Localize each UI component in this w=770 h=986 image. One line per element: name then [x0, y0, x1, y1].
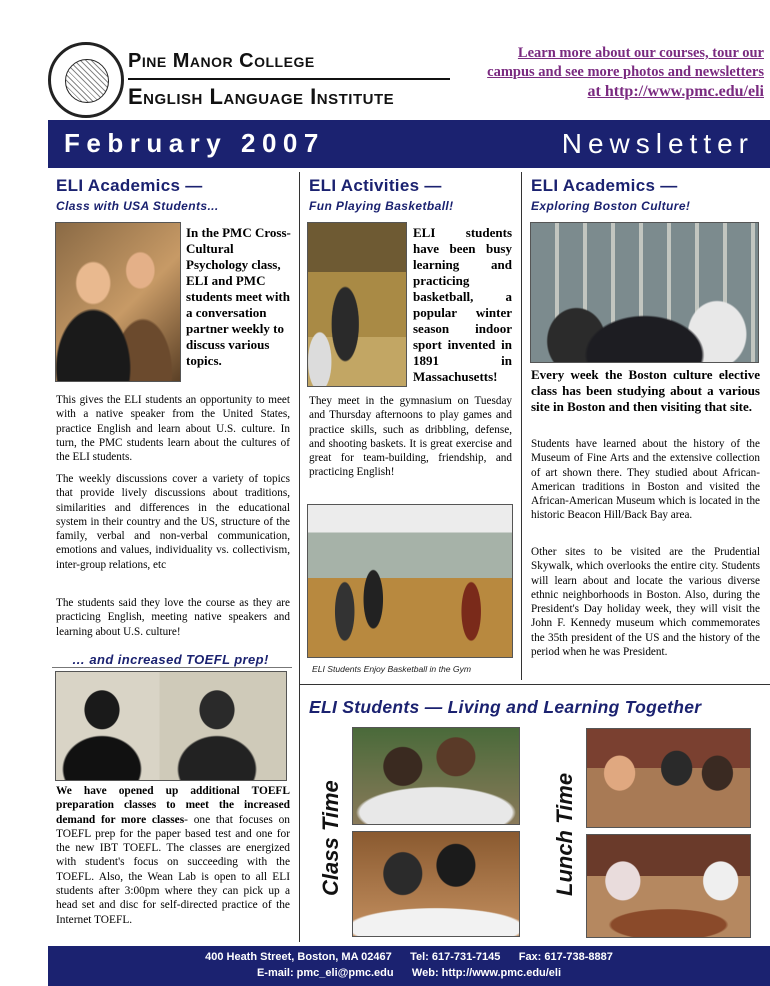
col1-subheading: Class with USA Students... — [56, 199, 219, 213]
col3-heading: ELI Academics — — [531, 176, 678, 195]
col3-paragraph-2: Other sites to be visited are the Prudential Skywalk, which overlooks the entire city. Students will learn about and locate the various diverse ethnic neighborhoods in Boston. Also, during the President's Day holiday week, they will visit the John F. Kennedy museum which commemorates the 35th president of the US and the history of the period when he was President. — [531, 546, 760, 659]
col1-lead: In the PMC Cross-Cultural Psychology class, ELI and PMC students meet with a conversation partner weekly to discuss various topics. — [186, 225, 291, 368]
lunch-time-label: Lunch Time — [552, 772, 577, 896]
class-time-photo-2 — [352, 831, 520, 937]
class-time-label: Class Time — [318, 780, 343, 896]
footer-address-line: 400 Heath Street, Boston, MA 02467 Tel: 617-731-7145 Fax: 617-738-8887 — [205, 951, 613, 963]
toefl-body: - one that focuses on TOEFL prep for the paper based test and one for the new IBT TOEFL. The classes are energized with student's focus on succeeding with the TOEFL. Also, the Wean Lab is open to all ELI students after 3:00pm where they can pick up a head set and disc for self-directed practice of the Internet TOEFL. — [56, 813, 290, 926]
living-heading: ELI Students — Living and Learning Together — [309, 697, 702, 717]
issue-date: February 2007 — [64, 128, 325, 158]
promo-line-2[interactable]: campus and see more photos and newsletters — [487, 64, 764, 80]
boston-group-photo — [530, 222, 759, 363]
website-promo-link[interactable] — [444, 44, 764, 101]
promo-url[interactable]: at http://www.pmc.edu/eli — [587, 83, 764, 100]
college-seal-logo — [48, 42, 124, 118]
toefl-paragraph — [56, 784, 290, 927]
col2-lead: ELI students have been busy learning and practicing basketball, a popular winter season indoor sport invented in 1891 in Massachusetts! — [413, 225, 512, 384]
header-divider — [128, 78, 450, 80]
col1-heading: ELI Academics — — [56, 176, 203, 195]
toefl-lab-photo — [55, 671, 287, 781]
seal-emblem-icon — [65, 59, 109, 103]
toefl-divider — [52, 667, 292, 668]
students-conversation-photo — [55, 222, 181, 382]
contact-footer — [48, 946, 770, 986]
col1-paragraph-3: The students said they love the course as they are practicing English, meeting native speakers and learning about U.S. culture! — [56, 597, 290, 638]
col1-paragraph-2: The weekly discussions cover a variety of topics that provide lively discussions about traditions, similarities and differences in the educational system in their country and the US, structure of the family, verbal and non-verbal communication, emotions and values, individuality vs. collectivism, inter-group relations, etc — [56, 473, 290, 571]
section-divider — [300, 684, 770, 685]
class-time-photo-1 — [352, 727, 520, 825]
col2-heading: ELI Activities — — [309, 176, 442, 195]
promo-line-1[interactable]: Learn more about our courses, tour our — [517, 45, 764, 61]
col3-lead: Every week the Boston culture elective class has been studying about a various site in Boston and then visiting that site. — [531, 367, 760, 414]
institute-name: English Language Institute — [128, 84, 395, 109]
col3-subheading: Exploring Boston Culture! — [531, 199, 691, 213]
toefl-lead: We have opened up additional TOEFL preparation classes to meet the increased demand for more classes — [56, 785, 290, 826]
col2-paragraph-1: They meet in the gymnasium on Tuesday and Thursday afternoons to play games and practice skills, such as dribbling, defense, and shooting baskets. It is great exercise and great for team-building, friendship, and practicing English! — [309, 395, 512, 479]
newsletter-title: Newsletter — [561, 128, 754, 159]
col1-paragraph-1: This gives the ELI students an opportunity to meet with a native speaker from the United States, practice English and learn about U.S. culture. In turn, the PMC students learn about the cultures of the ELI students. — [56, 394, 290, 464]
column-divider-2 — [521, 172, 522, 680]
basketball-shot-photo — [307, 222, 407, 387]
college-name: Pine Manor College — [128, 50, 315, 72]
footer-web-line[interactable]: E-mail: pmc_eli@pmc.edu Web: http://www.pmc.edu/eli — [256, 967, 562, 979]
gym-photo-caption: ELI Students Enjoy Basketball in the Gym — [312, 664, 472, 674]
col2-subheading: Fun Playing Basketball! — [309, 199, 454, 213]
lunch-time-photo-2 — [586, 834, 751, 938]
col3-paragraph-1: Students have learned about the history of the Museum of Fine Arts and the extensive collection of art shown there. They studied about African-American traditions in Boston and visited the African-American Museum which is located in the historic Beacon Hill/Back Bay area. — [531, 438, 760, 522]
gym-basketball-photo — [307, 504, 513, 658]
toefl-heading: … and increased TOEFL prep! — [72, 652, 269, 667]
column-divider-1 — [299, 172, 300, 942]
lunch-time-photo-1 — [586, 728, 751, 828]
